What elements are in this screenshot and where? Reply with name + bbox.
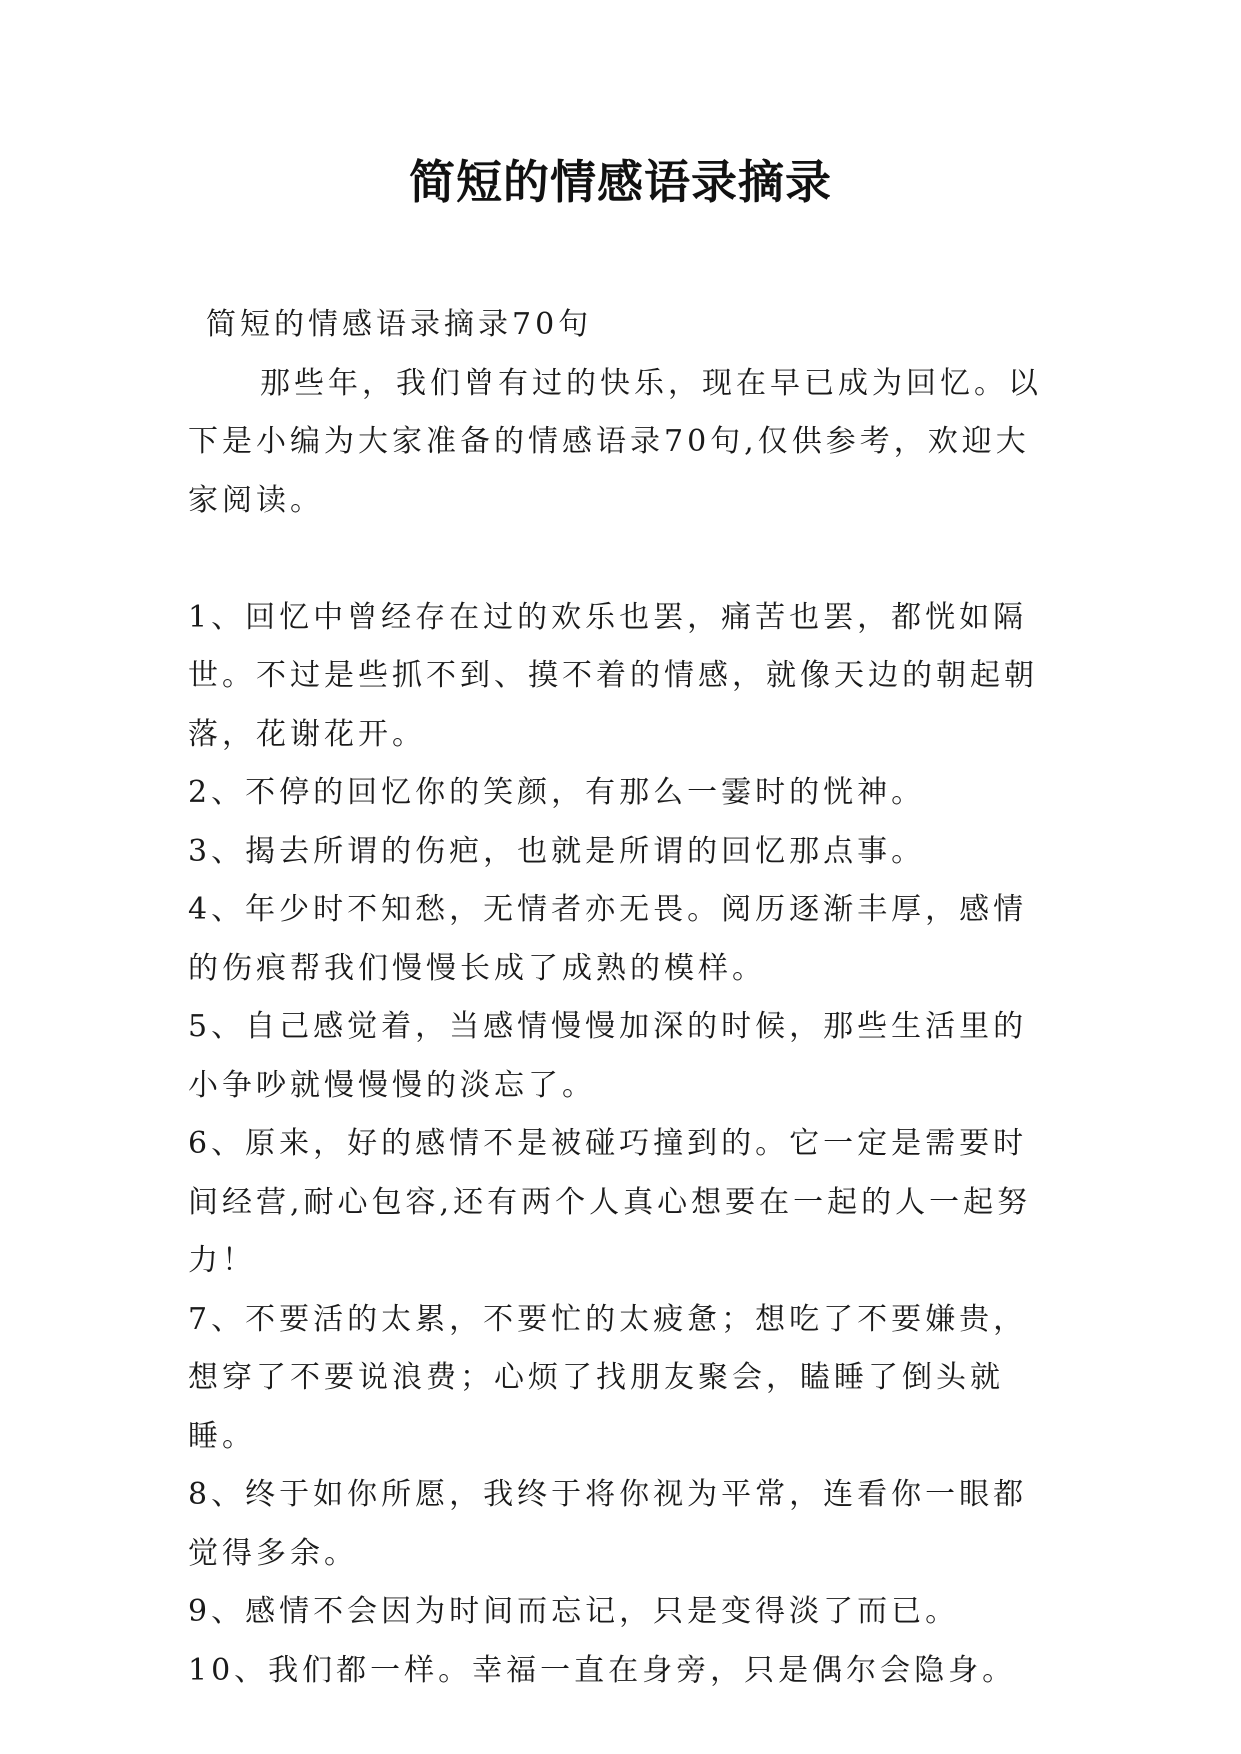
quote-item-6: 6、原来，好的感情不是被碰巧撞到的。它一定是需要时间经营,耐心包容,还有两个人真心想要在一起的人一起努力！	[188, 1126, 1032, 1278]
quote-item-9: 9、感情不会因为时间而忘记，只是变得淡了而已。	[188, 1594, 960, 1629]
quote-item-4: 4、年少时不知愁，无情者亦无畏。阅历逐渐丰厚，感情的伤痕帮我们慢慢长成了成熟的模样。	[188, 892, 1028, 986]
document-title: 简短的情感语录摘录	[409, 155, 832, 209]
quote-item-8: 8、终于如你所愿，我终于将你视为平常，连看你一眼都觉得多余。	[188, 1477, 1028, 1571]
quote-item-2: 2、不停的回忆你的笑颜，有那么一霎时的恍神。	[188, 775, 926, 810]
quote-item-5: 5、自己感觉着，当感情慢慢加深的时候，那些生活里的小争吵就慢慢慢的淡忘了。	[188, 1009, 1028, 1103]
quote-item-7: 7、不要活的太累，不要忙的太疲惫；想吃了不要嫌贵，想穿了不要说浪费；心烦了找朋友聚会，瞌睡了倒头就睡。	[188, 1301, 1028, 1454]
intro-paragraph: 那些年，我们曾有过的快乐，现在早已成为回忆。以下是小编为大家准备的情感语录70句,仅供参考，欢迎大家阅读。	[188, 365, 1042, 518]
quote-item-3: 3、揭去所谓的伤疤，也就是所谓的回忆那点事。	[188, 833, 926, 869]
document-body	[188, 296, 1058, 1700]
quote-item-10: 10、我们都一样。幸福一直在身旁，只是偶尔会隐身。	[188, 1652, 1017, 1688]
paragraph-spacer	[188, 530, 1058, 589]
quote-item-1: 1、回忆中曾经存在过的欢乐也罢，痛苦也罢，都恍如隔世。不过是些抓不到、摸不着的情感，就像天边的朝起朝落，花谢花开。	[188, 599, 1038, 752]
document-subtitle: 简短的情感语录摘录70句	[206, 307, 593, 342]
